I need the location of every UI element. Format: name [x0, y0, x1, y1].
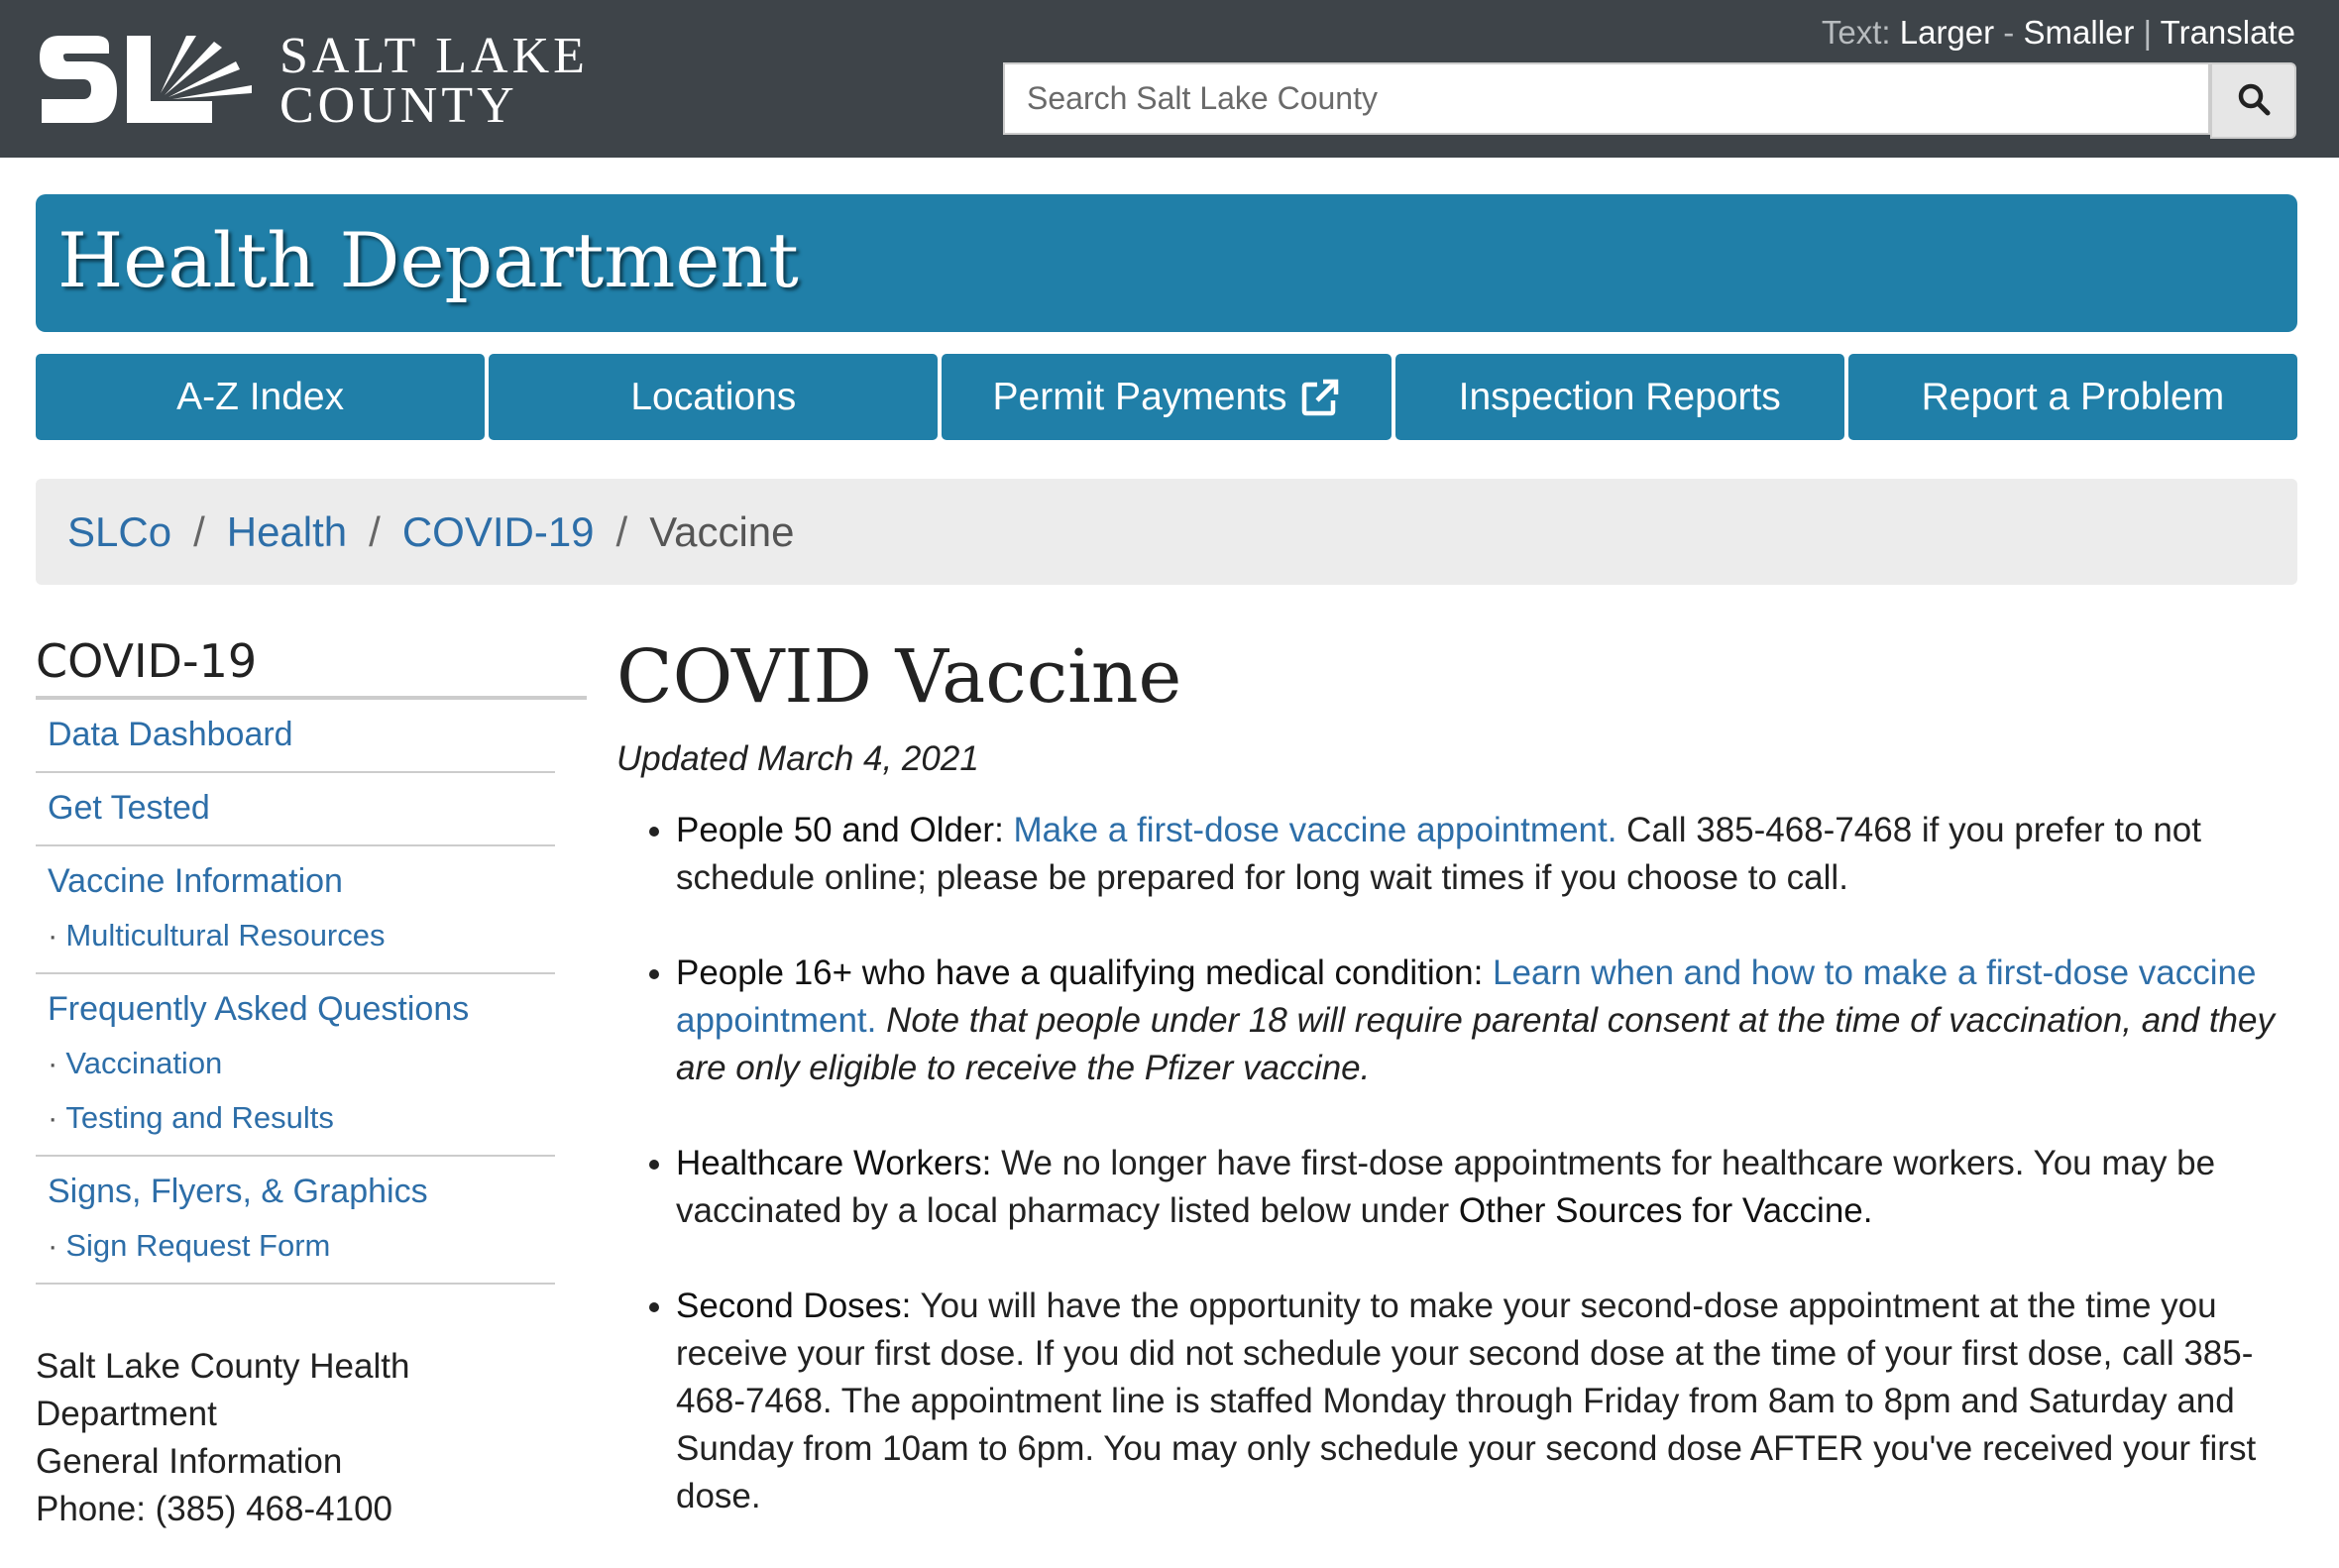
nav-report-problem[interactable]	[1848, 354, 2297, 440]
sidebar-subitem	[48, 908, 555, 962]
bullet: ·	[48, 1228, 58, 1263]
contact-phone: Phone: (385) 468-4100	[36, 1490, 392, 1528]
item-heading: Healthcare Workers:	[676, 1144, 992, 1182]
list-item	[676, 1140, 2291, 1235]
slco-logo-icon	[38, 32, 268, 131]
item-heading: Second Doses:	[676, 1287, 912, 1325]
nav-label: Permit Payments	[992, 375, 1287, 418]
sidebar-title: COVID-19	[36, 634, 587, 700]
sidebar-subitem	[48, 1036, 555, 1090]
breadcrumb-slco[interactable]: SLCo	[67, 507, 172, 555]
smaller-text-link[interactable]: Smaller	[2023, 14, 2135, 51]
nav-az-index[interactable]	[36, 354, 485, 440]
sidebar-item-testing-results[interactable]: Testing and Results	[65, 1100, 334, 1135]
bullet: ·	[48, 918, 58, 952]
page-title: COVID Vaccine	[616, 634, 1182, 720]
breadcrumb-health[interactable]: Health	[226, 507, 348, 555]
list-item	[676, 1283, 2291, 1520]
main-nav	[36, 354, 2297, 440]
appointment-link[interactable]: Make a first-dose vaccine appointment.	[1013, 811, 1617, 849]
item-heading: People 16+ who have a qualifying medical condition:	[676, 953, 1484, 992]
text-size-dash: -	[2003, 14, 2015, 51]
sidebar-item-get-tested[interactable]: Get Tested	[48, 789, 210, 827]
slco-logo[interactable]	[38, 30, 589, 133]
sidebar-group-signs	[36, 1157, 555, 1285]
item-note: Note that people under 18 will require parental consent at the time of vaccination, and they are only eligible to receive the Pfizer vaccine.	[676, 1001, 2275, 1087]
sidebar	[36, 634, 555, 1285]
sidebar-group-tested	[36, 773, 555, 846]
breadcrumb-separator: /	[193, 507, 205, 555]
item-text: We no longer have first-dose appointments for healthcare workers. You may be vaccinated by a local pharmacy listed below under	[676, 1144, 2216, 1230]
nav-label: Locations	[630, 375, 797, 418]
department-title: Health Department	[57, 216, 799, 304]
external-link-icon	[1300, 378, 1340, 417]
item-text: You will have the opportunity to make your second-dose appointment at the time you receive your first dose. If you did not schedule your second dose at the time of your first dose, call 385-468-7468. The appointment line is staffed Monday through Friday from 8am to 8pm and Saturday and Sunday from 10am to 6pm. You may only schedule your second dose AFTER you've received your first dose.	[676, 1287, 2257, 1515]
breadcrumb-current: Vaccine	[649, 507, 795, 555]
top-header	[0, 0, 2339, 158]
sidebar-item-multicultural[interactable]: Multicultural Resources	[65, 918, 386, 952]
text-size-controls	[1822, 14, 2295, 52]
sidebar-subitem	[48, 1218, 555, 1273]
sidebar-group-vaccine	[36, 846, 555, 974]
contact-org-line1: Salt Lake County Health	[36, 1347, 410, 1386]
sidebar-group-faq	[36, 974, 555, 1157]
nav-locations[interactable]	[489, 354, 938, 440]
updated-date: Updated March 4, 2021	[616, 739, 979, 778]
contact-org-line2: Department	[36, 1395, 217, 1433]
sidebar-item-vaccine-information[interactable]: Vaccine Information	[48, 862, 343, 900]
item-heading: People 50 and Older:	[676, 811, 1004, 849]
larger-text-link[interactable]: Larger	[1899, 14, 1995, 51]
item-text: Call 385-468-7468 if you prefer to not schedule online; please be prepared for long wait times if you choose to call.	[676, 811, 2201, 897]
bullet: ·	[48, 1100, 58, 1135]
contact-info	[36, 1343, 409, 1533]
nav-permit-payments[interactable]	[942, 354, 1391, 440]
nav-inspection-reports[interactable]	[1395, 354, 1844, 440]
sidebar-item-vaccination[interactable]: Vaccination	[65, 1046, 223, 1080]
breadcrumb-separator: /	[615, 507, 628, 555]
sidebar-item-signs[interactable]: Signs, Flyers, & Graphics	[48, 1173, 428, 1210]
breadcrumb-separator: /	[369, 507, 381, 555]
breadcrumb	[36, 479, 2297, 585]
sidebar-group-dashboard	[36, 700, 555, 773]
search-input[interactable]	[1003, 62, 2210, 135]
nav-label: Inspection Reports	[1458, 375, 1781, 418]
sidebar-item-sign-request[interactable]: Sign Request Form	[65, 1228, 331, 1263]
department-banner	[36, 194, 2297, 332]
search-button[interactable]	[2210, 62, 2296, 139]
nav-label: Report a Problem	[1921, 375, 2225, 418]
vaccine-info-list	[616, 807, 2291, 1520]
nav-label: A-Z Index	[176, 375, 345, 418]
bullet: ·	[48, 1046, 58, 1080]
sidebar-subitem	[48, 1090, 555, 1145]
contact-general: General Information	[36, 1442, 343, 1481]
logo-line-1: SALT LAKE	[279, 28, 589, 84]
sidebar-item-faq[interactable]: Frequently Asked Questions	[48, 990, 470, 1028]
medical-condition-link[interactable]: Learn when and how to make a first-dose vaccine appointment.	[676, 953, 2257, 1040]
search-icon	[2237, 82, 2271, 116]
item-emphasis: Other Sources for Vaccine.	[1458, 1191, 1873, 1230]
text-divider: |	[2143, 14, 2153, 51]
translate-link[interactable]: Translate	[2160, 14, 2295, 51]
main-content	[616, 634, 2291, 1568]
text-size-label: Text:	[1821, 14, 1891, 51]
search-bar	[1003, 62, 2296, 139]
list-item	[676, 807, 2291, 902]
list-item	[676, 950, 2291, 1092]
breadcrumb-covid[interactable]: COVID-19	[401, 507, 595, 555]
logo-line-2: COUNTY	[279, 77, 518, 134]
sidebar-item-data-dashboard[interactable]: Data Dashboard	[48, 716, 293, 753]
